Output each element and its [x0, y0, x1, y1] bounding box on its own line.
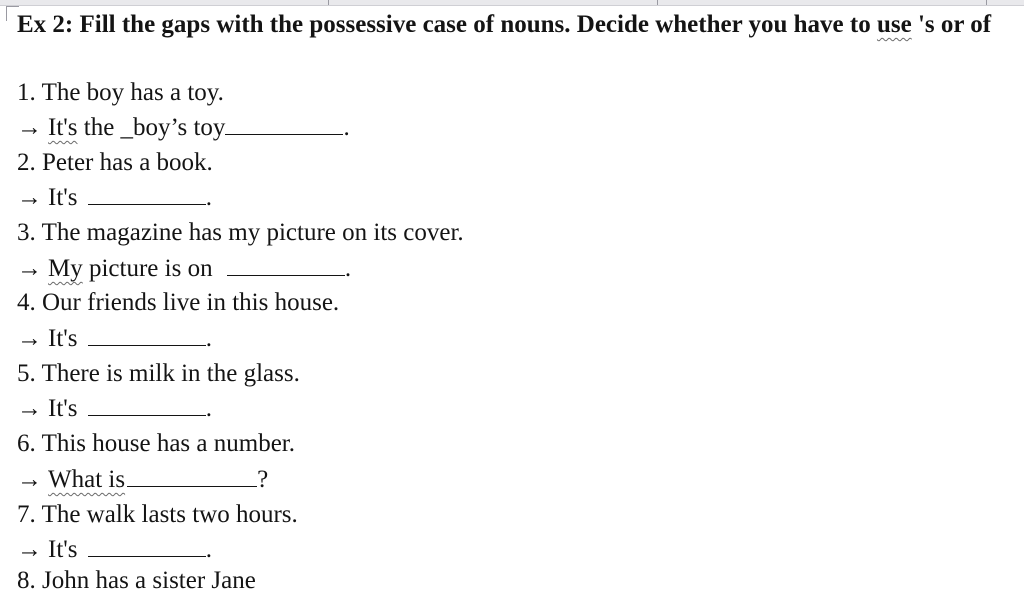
answer-start: It's	[48, 184, 78, 211]
answer-3	[17, 252, 351, 286]
answer-4	[17, 322, 212, 356]
answer-punctuation: .	[343, 114, 350, 141]
ruler-tick	[986, 0, 987, 5]
question-sentence: The walk lasts two hours.	[41, 501, 298, 528]
answer-blank[interactable]	[225, 116, 343, 135]
answer-start: It's	[48, 325, 78, 352]
question-number: 5.	[17, 360, 36, 387]
answer-start: It's	[48, 536, 78, 563]
question-sentence: The boy has a toy.	[41, 79, 224, 106]
question-4	[17, 286, 339, 320]
answer-blank[interactable]	[88, 538, 206, 557]
question-sentence: The magazine has my picture on its cover.	[41, 219, 464, 246]
arrow-icon: →	[17, 184, 42, 211]
answer-punctuation: .	[205, 536, 213, 563]
answer-start: It's	[48, 114, 78, 141]
question-2	[17, 146, 213, 180]
exercise-heading	[17, 7, 1007, 42]
answer-text: picture is on	[82, 255, 213, 282]
arrow-icon: →	[17, 255, 42, 282]
ruler-tick	[328, 0, 329, 5]
answer-7	[17, 533, 212, 567]
heading-text-end: 's or of	[911, 11, 992, 38]
arrow-icon: →	[17, 395, 42, 422]
heading-use-word: use	[876, 11, 912, 38]
question-number: 7.	[17, 501, 36, 528]
answer-blank[interactable]	[88, 327, 206, 346]
answer-punctuation: .	[344, 255, 352, 282]
question-number: 2.	[17, 149, 36, 176]
question-number: 3.	[17, 219, 36, 246]
arrow-icon: →	[17, 325, 42, 352]
question-sentence: Peter has a book.	[42, 149, 213, 176]
answer-blank[interactable]	[88, 397, 206, 416]
answer-text: the _boy’s toy	[77, 114, 226, 141]
heading-text: Ex 2: Fill the gaps with the possessive case of nouns. Decide whether you have to	[17, 11, 871, 38]
arrow-icon: →	[17, 114, 42, 141]
answer-blank[interactable]	[88, 186, 206, 205]
arrow-icon: →	[17, 536, 42, 563]
answer-punctuation: .	[205, 184, 213, 211]
answer-6	[17, 463, 268, 497]
question-sentence: This house has a number.	[41, 430, 295, 457]
ruler-tick	[657, 0, 658, 5]
answer-punctuation: .	[205, 325, 213, 352]
answer-start: It's	[48, 395, 78, 422]
question-sentence: Our friends live in this house.	[42, 289, 340, 316]
question-3	[17, 216, 464, 250]
arrow-icon: →	[17, 466, 42, 493]
question-number: 4.	[17, 289, 36, 316]
answer-5	[17, 392, 212, 426]
answer-blank[interactable]	[127, 468, 257, 487]
question-1	[17, 76, 224, 110]
answer-start: My	[48, 255, 83, 282]
question-7	[17, 498, 298, 532]
answer-blank[interactable]	[227, 257, 345, 276]
answer-2	[17, 181, 212, 215]
answer-start: What is	[48, 466, 126, 493]
question-5	[17, 357, 300, 391]
answer-punctuation: ?	[257, 466, 269, 493]
question-number: 6.	[17, 430, 36, 457]
page-top-edge	[0, 0, 1024, 6]
answer-punctuation: .	[205, 395, 213, 422]
answer-1	[17, 111, 350, 145]
question-number: 1.	[17, 79, 36, 106]
question-8-partial: 8. John has a sister Jane	[17, 567, 256, 594]
question-6	[17, 427, 295, 461]
question-sentence: There is milk in the glass.	[41, 360, 300, 387]
